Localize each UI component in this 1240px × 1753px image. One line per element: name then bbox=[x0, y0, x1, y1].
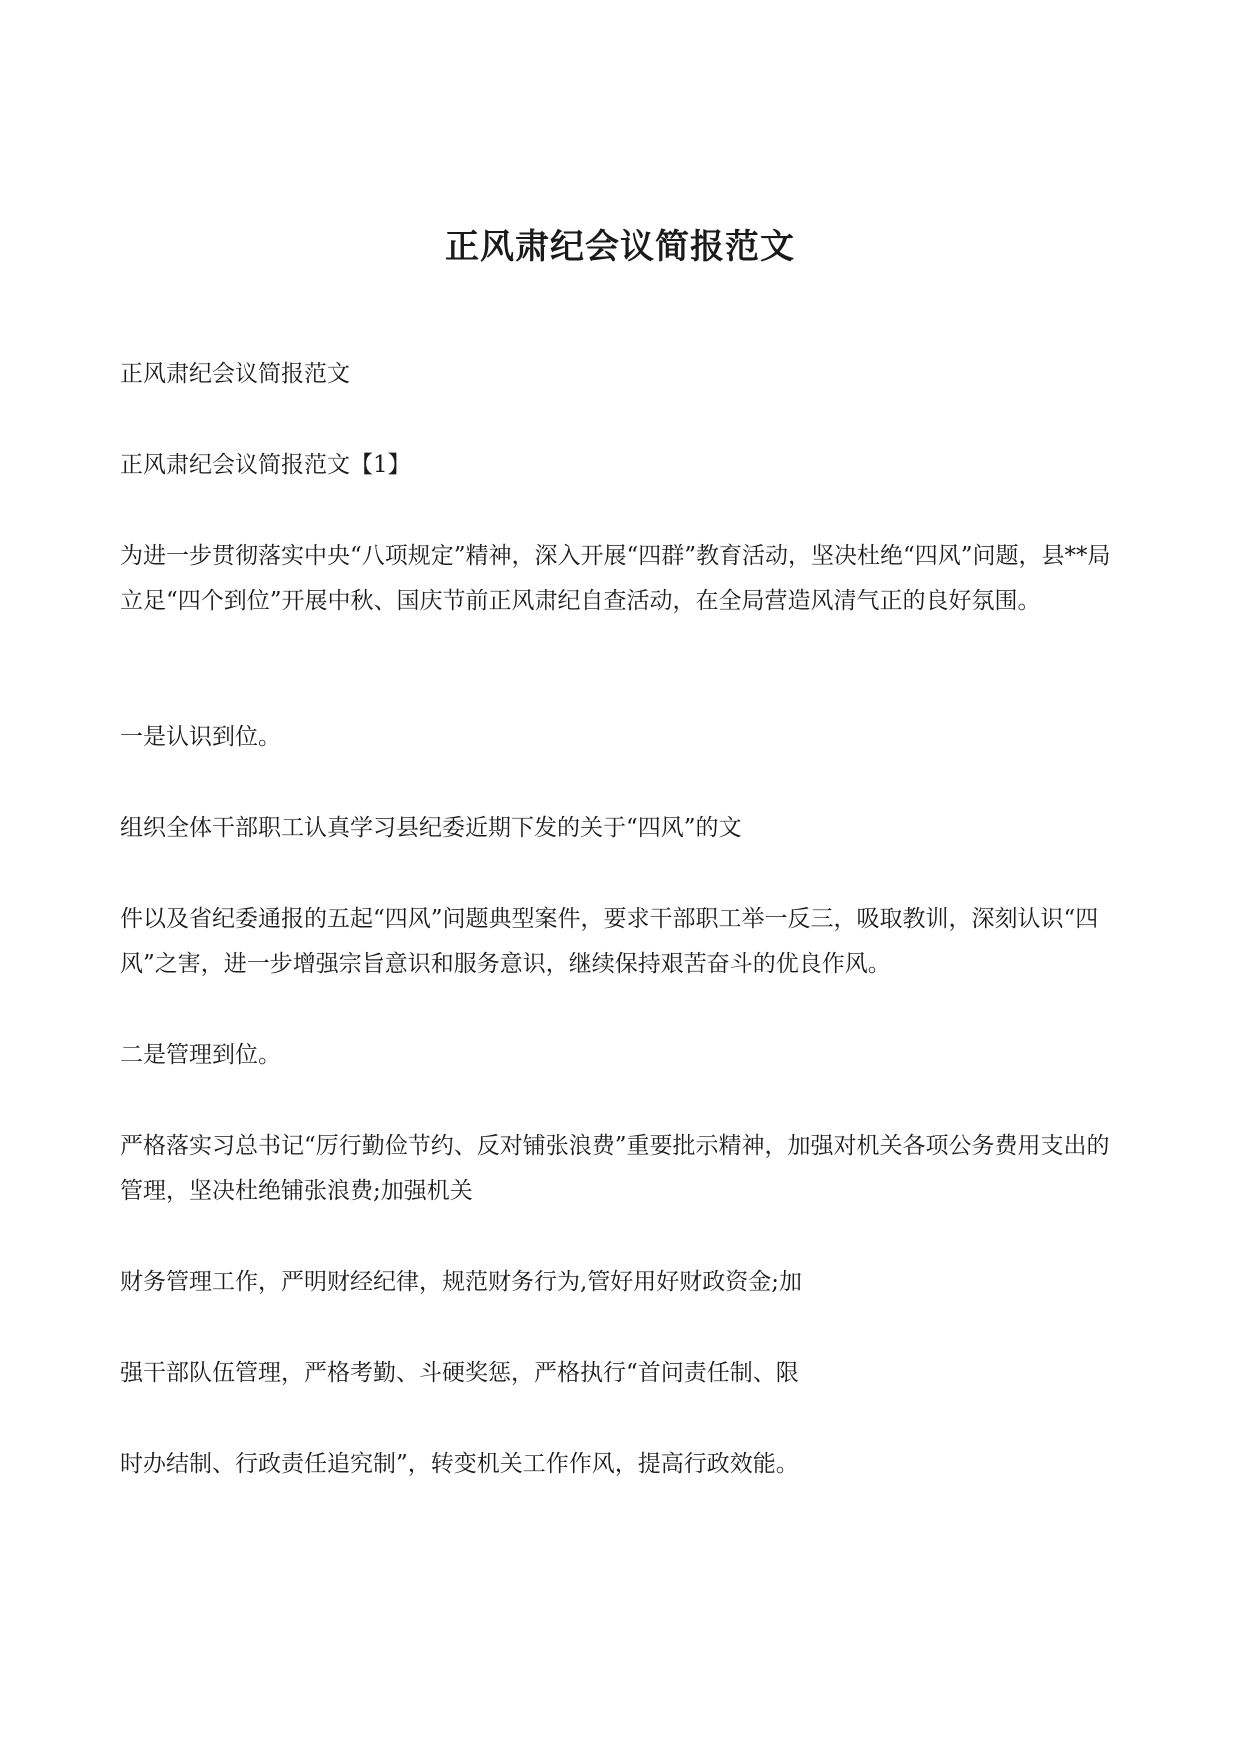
document-title: 正风肃纪会议简报范文 bbox=[445, 227, 795, 267]
paragraph-point-one-heading: 一是认识到位。 bbox=[120, 724, 281, 750]
paragraph-efficiency-line: 时办结制、行政责任追究制”，转变机关工作作风，提高行政效能。 bbox=[120, 1451, 799, 1477]
paragraph-subtitle: 正风肃纪会议简报范文 bbox=[120, 361, 350, 387]
paragraph-section-heading: 正风肃纪会议简报范文【1】 bbox=[120, 452, 411, 478]
paragraph-point-one-body: 件以及省纪委通报的五起“四风”问题典型案件，要求干部职工举一反三，吸取教训，深刻认识“四风”之害，进一步增强宗旨意识和服务意识，继续保持艰苦奋斗的优良作风。 bbox=[120, 906, 1099, 977]
paragraph-finance-line: 财务管理工作，严明财经纪律，规范财务行为,管好用好财政资金;加 bbox=[120, 1269, 803, 1295]
paragraph-intro: 为进一步贯彻落实中央“八项规定”精神，深入开展“四群”教育活动，坚决杜绝“四风”问题，县**局立足“四个到位”开展中秋、国庆节前正风肃纪自查活动，在全局营造风清气正的良好氛围。 bbox=[120, 543, 1111, 614]
paragraph-point-two-body: 严格落实习总书记“厉行勤俭节约、反对铺张浪费”重要批示精神，加强对机关各项公务费用支出的管理，坚决杜绝铺张浪费;加强机关 bbox=[120, 1133, 1110, 1204]
paragraph-staff-line: 强干部队伍管理，严格考勤、斗硬奖惩，严格执行“首问责任制、限 bbox=[120, 1360, 799, 1386]
paragraph-point-one-line: 组织全体干部职工认真学习县纪委近期下发的关于“四风”的文 bbox=[120, 815, 742, 841]
paragraph-point-two-heading: 二是管理到位。 bbox=[120, 1042, 281, 1068]
